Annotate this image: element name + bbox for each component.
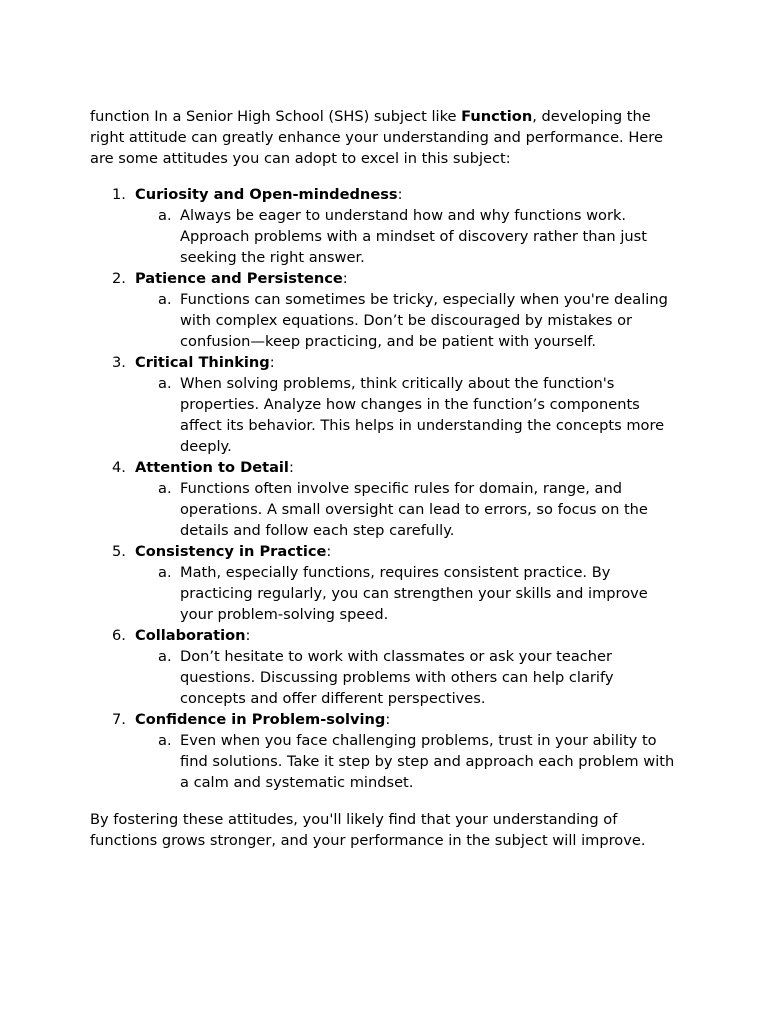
sub-list-marker: a. — [158, 480, 172, 497]
list-item-title: Confidence in Problem-solving — [135, 711, 386, 728]
list-item-title: Collaboration — [135, 627, 246, 644]
list-item — [90, 541, 680, 625]
sub-list-marker: a. — [158, 207, 172, 224]
sub-list-item — [135, 730, 680, 793]
sub-list-text: When solving problems, think critically about the function's properties. Analyze how changes in the function’s components affect its behavior. This helps in understanding the concepts more deeply. — [180, 375, 665, 455]
intro-text-after: , developing the right attitude can greatly enhance your understanding and performance. Here are some attitudes you can adopt to excel in this subject: — [90, 108, 663, 167]
sub-list-item — [135, 646, 680, 709]
sub-list-item — [135, 373, 680, 457]
list-item-title: Critical Thinking — [135, 354, 270, 371]
sub-list-text: Don’t hesitate to work with classmates or ask your teacher questions. Discussing problems with others can help clarify concepts and offer different perspectives. — [180, 648, 614, 707]
sub-list — [135, 478, 680, 541]
sub-list-item — [135, 205, 680, 268]
list-item-number: 3. — [112, 354, 126, 371]
list-item-colon: : — [288, 459, 294, 476]
sub-list-text: Always be eager to understand how and why functions work. Approach problems with a mindset of discovery rather than just seeking the right answer. — [180, 207, 647, 266]
list-item — [90, 457, 680, 541]
list-item-number: 6. — [112, 627, 126, 644]
list-item-title: Attention to Detail — [135, 459, 289, 476]
list-item — [90, 184, 680, 268]
list-item-colon: : — [385, 711, 391, 728]
sub-list — [135, 289, 680, 352]
sub-list — [135, 730, 680, 793]
list-item-colon: : — [326, 543, 332, 560]
document-body — [90, 106, 680, 851]
sub-list-item — [135, 289, 680, 352]
list-item-number: 1. — [112, 186, 126, 203]
sub-list — [135, 646, 680, 709]
attitude-list — [90, 184, 680, 793]
sub-list-text: Functions often involve specific rules for domain, range, and operations. A small oversight can lead to errors, so focus on the details and follow each step carefully. — [180, 480, 648, 539]
list-item-colon: : — [245, 627, 251, 644]
list-item-title: Consistency in Practice — [135, 543, 327, 560]
intro-paragraph — [90, 106, 680, 169]
sub-list-text: Math, especially functions, requires consistent practice. By practicing regularly, you can strengthen your skills and improve your problem-solving speed. — [180, 564, 648, 623]
list-item-colon: : — [269, 354, 275, 371]
sub-list-item — [135, 562, 680, 625]
sub-list-marker: a. — [158, 291, 172, 308]
sub-list-marker: a. — [158, 564, 172, 581]
list-item — [90, 625, 680, 709]
intro-bold-term: Function — [461, 108, 533, 125]
sub-list-marker: a. — [158, 648, 172, 665]
intro-text-before: function In a Senior High School (SHS) subject like — [90, 108, 462, 125]
sub-list — [135, 205, 680, 268]
list-item-colon: : — [397, 186, 403, 203]
closing-paragraph: By fostering these attitudes, you'll likely find that your understanding of functions grows stronger, and your performance in the subject will improve. — [90, 811, 646, 849]
list-item-title: Curiosity and Open-mindedness — [135, 186, 398, 203]
sub-list — [135, 562, 680, 625]
list-item — [90, 268, 680, 352]
list-item-number: 4. — [112, 459, 126, 476]
list-item — [90, 352, 680, 457]
list-item-colon: : — [342, 270, 348, 287]
sub-list — [135, 373, 680, 457]
list-item-number: 2. — [112, 270, 126, 287]
sub-list-item — [135, 478, 680, 541]
sub-list-text: Functions can sometimes be tricky, especially when you're dealing with complex equations. Don’t be discouraged by mistakes or confusion—keep practicing, and be patient with yourself. — [180, 291, 668, 350]
list-item-number: 7. — [112, 711, 126, 728]
list-item — [90, 709, 680, 793]
list-item-number: 5. — [112, 543, 126, 560]
sub-list-marker: a. — [158, 732, 172, 749]
sub-list-marker: a. — [158, 375, 172, 392]
sub-list-text: Even when you face challenging problems, trust in your ability to find solutions. Take it step by step and approach each problem with a calm and systematic mindset. — [180, 732, 675, 791]
list-item-title: Patience and Persistence — [135, 270, 343, 287]
